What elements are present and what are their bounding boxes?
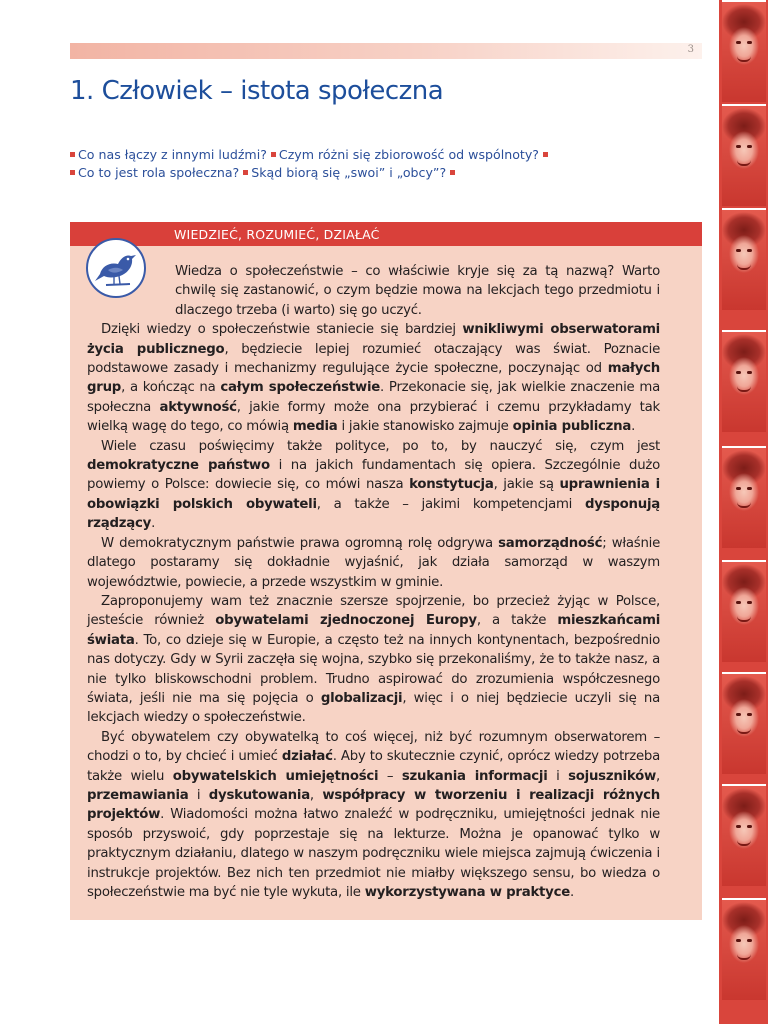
paragraph: Zaproponujemy wam też znacznie szersze spojrzenie, bo przecież żyjąc w Polsce, jesteście również obywatelami zjednoczonej Europy, a także mieszkańcami świata. To, co dzieje się w Europie, a często też na innych kontynentach, bezpośrednio nas dotyczy. Gdy w Syrii zaczęła się wojna, szybko się przekonaliśmy, że to także nasz, a nie tylko bliskowschodni problem. Trudno aspirować do zrozumienia współczesnego świata, jeśli nie ma się pojęcia o globalizacji, więc i o niej będziecie uczyli się na lekcjach wiedzy o społeczeństwie. (87, 593, 661, 726)
intro-box (70, 222, 702, 920)
intro-box-heading: WIEDZIEĆ, ROZUMIEĆ, DZIAŁAĆ (174, 227, 380, 242)
portrait-photo (722, 208, 766, 310)
question-item: Co nas łączy z innymi ludźmi? (78, 147, 267, 162)
question-item: Co to jest rola społeczna? (78, 165, 240, 180)
portrait-photo (722, 560, 766, 662)
question-item: Czym różni się zbiorowość od wspólnoty? (278, 147, 539, 162)
header-band (70, 43, 702, 59)
portrait-photo (722, 0, 766, 102)
page-number: 3 (687, 44, 694, 55)
paragraph: W demokratycznym państwie prawa ogromną rolę odgrywa samorządność; właśnie dlatego postaramy się dokładnie wyjaśnić, jak działa samorząd w waszym województwie, powiecie, a przede wszystkim w gminie. (87, 535, 660, 590)
paragraph: Wiedza o społeczeństwie – co właściwie kryje się za tą nazwą? Warto chwilę się zastanowić, o czym będzie mowa na lekcjach tego przedmiotu i dlaczego trzeba (i warto) się go uczyć. (175, 264, 660, 318)
bullet-square-icon (243, 170, 248, 175)
guiding-questions (70, 146, 690, 182)
portrait-photo (722, 104, 766, 206)
intro-box-header (70, 222, 702, 246)
portrait-photo (722, 446, 766, 548)
bullet-square-icon (271, 152, 276, 157)
question-item: Skąd biorą się „swoi” i „obcy”? (251, 165, 447, 180)
questions-row (70, 146, 690, 164)
portrait-photo (722, 784, 766, 886)
bullet-square-icon (70, 170, 75, 175)
portrait-photo (722, 672, 766, 774)
portrait-photo (722, 330, 766, 432)
paragraph: Wiele czasu poświęcimy także polityce, po to, by nauczyć się, czym jest demokratyczne państwo i na jakich fundamentach się opiera. Szczególnie dużo powiemy o Polsce: dowiecie się, co mówi nasza konstytucja, jakie są uprawnienia i obowiązki polskich obywateli, a także – jakimi kompetencjami dysponują rządzący. (87, 438, 660, 532)
questions-row (70, 164, 690, 182)
bird-icon (86, 238, 146, 298)
portrait-photo (722, 898, 766, 1000)
paragraph: Dzięki wiedzy o społeczeństwie staniecie się bardziej wnikliwymi obserwatorami życia publicznego, będziecie lepiej rozumieć otaczający was świat. Poznacie podstawowe zasady i mechanizmy regulujące życie społeczne, poczynając od małych grup, a kończąc na całym społeczeństwie. Przekonacie się, jak wielkie znaczenie ma społeczna aktywność, jakie formy może ona przybierać i czemu przykładamy tak wielką wagę do tego, co mówią media i jakie stanowisko zajmuje opinia publiczna. (87, 322, 660, 435)
bullet-square-icon (450, 170, 455, 175)
portrait-strip (719, 0, 768, 1024)
paragraph: Być obywatelem czy obywatelką to coś więcej, niż być rozumnym obserwatorem – chodzi o to, by chcieć i umieć działać. Aby to skutecznie czynić, oprócz wiedzy potrzeba także wielu obywatelskich umiejętności – szukania informacji i sojuszników, przemawiania i dyskutowania, współpracy w tworzeniu i realizacji różnych projektów. Wiadomości można łatwo znaleźć w podręczniku, umiejętności jednak nie sposób przyswoić, gdy poprzestaje się na lekturze. Można je opanować tylko w praktycznym działaniu, dlatego w naszym podręczniku wiele miejsca zajmują ćwiczenia i instrukcje projektów. Bez nich ten przedmiot nie miałby większego sensu, bo wiedza o społeczeństwie ma być nie tyle wykuta, ile wykorzystywana w praktyce. (87, 729, 660, 900)
bullet-square-icon (543, 152, 548, 157)
page-title: 1. Człowiek – istota społeczna (70, 76, 444, 106)
bullet-square-icon (70, 152, 75, 157)
intro-text (87, 262, 660, 902)
